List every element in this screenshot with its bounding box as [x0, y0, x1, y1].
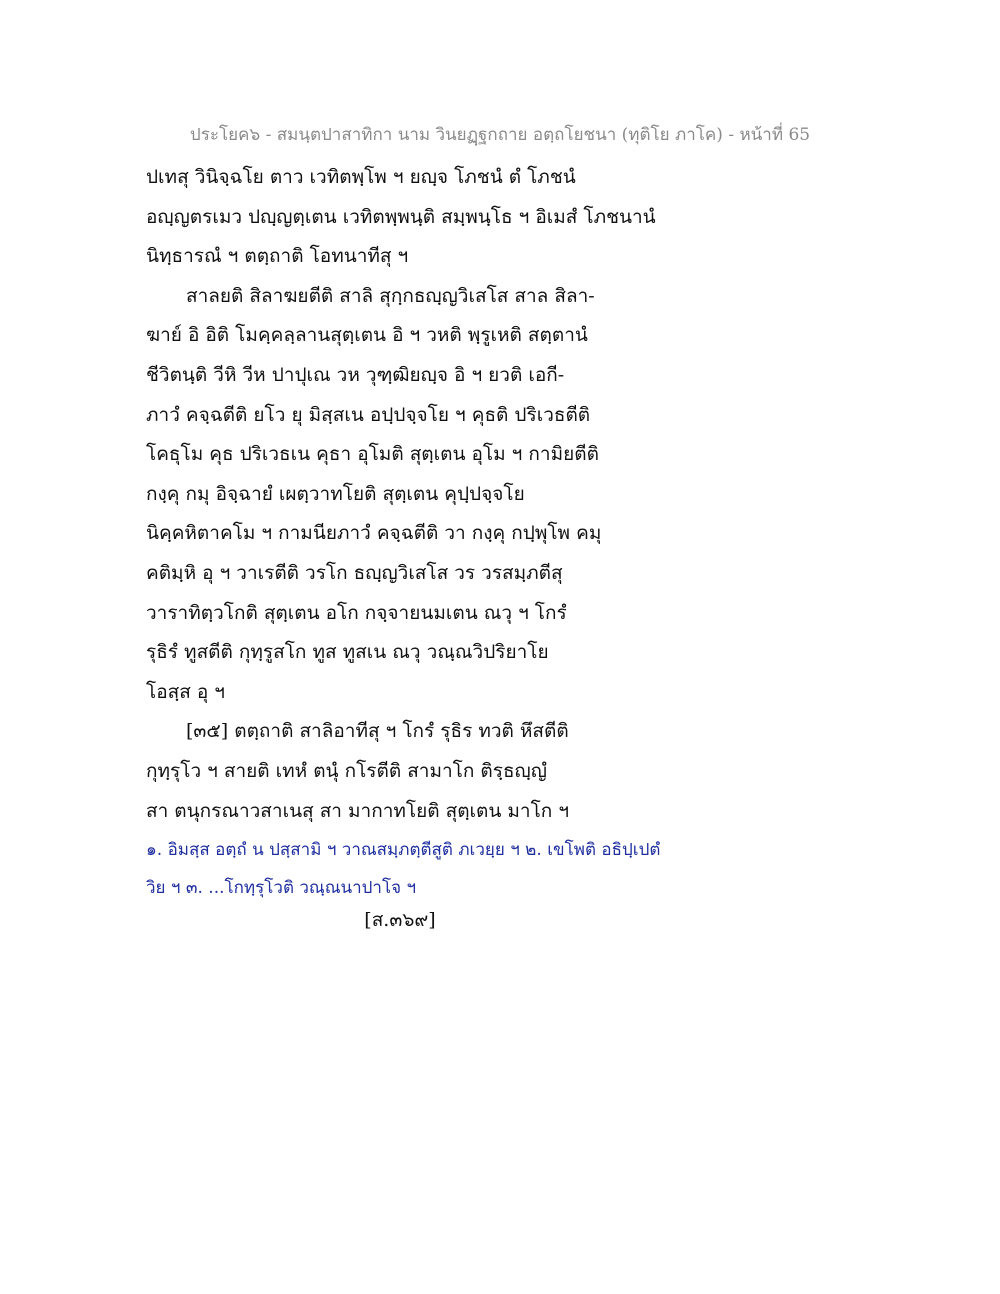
text-line: โคธุโม คุธ ปริเวธเน คุธา อุโมติ สุตฺเตน อุโม ฯ กามิยตีติ — [146, 443, 599, 466]
text-line: อญฺญตรเมว ปญฺญตฺเตน เวทิตพฺพนฺติ สมฺพนฺโธ ฯ อิเมสํ โภชนานํ — [146, 205, 656, 228]
text-line: กงฺคุ กมุ อิจฺฉายํ เผตฺวาทโยติ สุตฺเตน คุปฺปจฺจโย — [146, 482, 525, 505]
page-reference: [ส.๓๖๙] — [364, 909, 436, 931]
text-line: ปเทสุ วินิจฺฉโย ตาว เวทิตพฺโพ ฯ ยญฺจ โภชนํ ตํ โภชนํ — [146, 166, 576, 188]
text-line: รุธิรํ ทูสตีติ กุทฺรูสโก ทูส ทูสเน ณวุ วณฺณวิปริยาโย — [146, 641, 549, 664]
text-line: ชีวิตนฺติ วีหิ วีห ปาปุเณ วห วุฑฺฒิยญฺจ อิ ฯ ยวติ เอกี- — [146, 363, 565, 386]
text-line: สา ตนุกรณาวสาเนสุ สา มากาทโยติ สุตฺเตน มาโก ฯ — [146, 799, 570, 822]
text-line: ภาวํ คจฺฉตีติ ยโว ยุ มิสฺสเน อปฺปจฺจโย ฯ คุธติ ปริเวธตีติ — [146, 403, 591, 426]
body-text — [146, 158, 846, 831]
footnotes — [146, 831, 846, 907]
footnote-line: ๑. อิมสฺส อตฺถํ น ปสฺสามิ ฯ วาณสมฺภตฺตีสูติ ภเวยฺย ฯ ๒. เขโพติ อธิปฺเปตํ — [146, 840, 661, 860]
text-line: วาราทิตฺวโกติ สุตฺเตน อโก กจฺจายนมเตน ณวุ ฯ โกรํ — [146, 601, 567, 624]
footnote-line: วิย ฯ ๓. ...โกทฺรุโวติ วณฺณนาปาโจ ฯ — [146, 878, 417, 898]
text-line: สาลยติ สิลาฆยตีติ สาลิ สุกฺกธญฺญวิเสโส สาล สิลา- — [186, 284, 595, 307]
page-header: ประโยค๖ - สมนฺตปาสาทิกา นาม วินยฏฺฐกถาย อตฺถโยชนา (ทุติโย ภาโค) - หน้าที่ 65 — [189, 125, 811, 145]
text-line: นิทฺธารณํ ฯ ตตฺถาติ โอทนาทีสุ ฯ — [146, 245, 409, 268]
text-line: คติมฺหิ อุ ฯ วาเรตีติ วรโก ธญฺญวิเสโส วร วรสมฺภตีสุ — [146, 561, 563, 584]
text-line: ฆาย์ อิ อิติ โมคฺคลฺลานสุตฺเตน อิ ฯ วหติ พฺรูเหติ สตฺตานํ — [146, 324, 588, 347]
text-line: [๓๕] ตตฺถาติ สาลิอาทีสุ ฯ โกรํ รุธิร ทวติ หึสตีติ — [186, 720, 569, 743]
text-line: นิคฺคหิตาคโม ฯ กามนียภาวํ คจฺฉตีติ วา กงฺคุ กปฺพุโพ คมุ — [146, 522, 602, 545]
text-line: โอสฺส อุ ฯ — [146, 680, 225, 703]
text-line: กุทฺรุโว ฯ สายติ เทหํ ตนุํ กโรตีติ สามาโก ติรฺธญฺญํ — [146, 759, 547, 782]
